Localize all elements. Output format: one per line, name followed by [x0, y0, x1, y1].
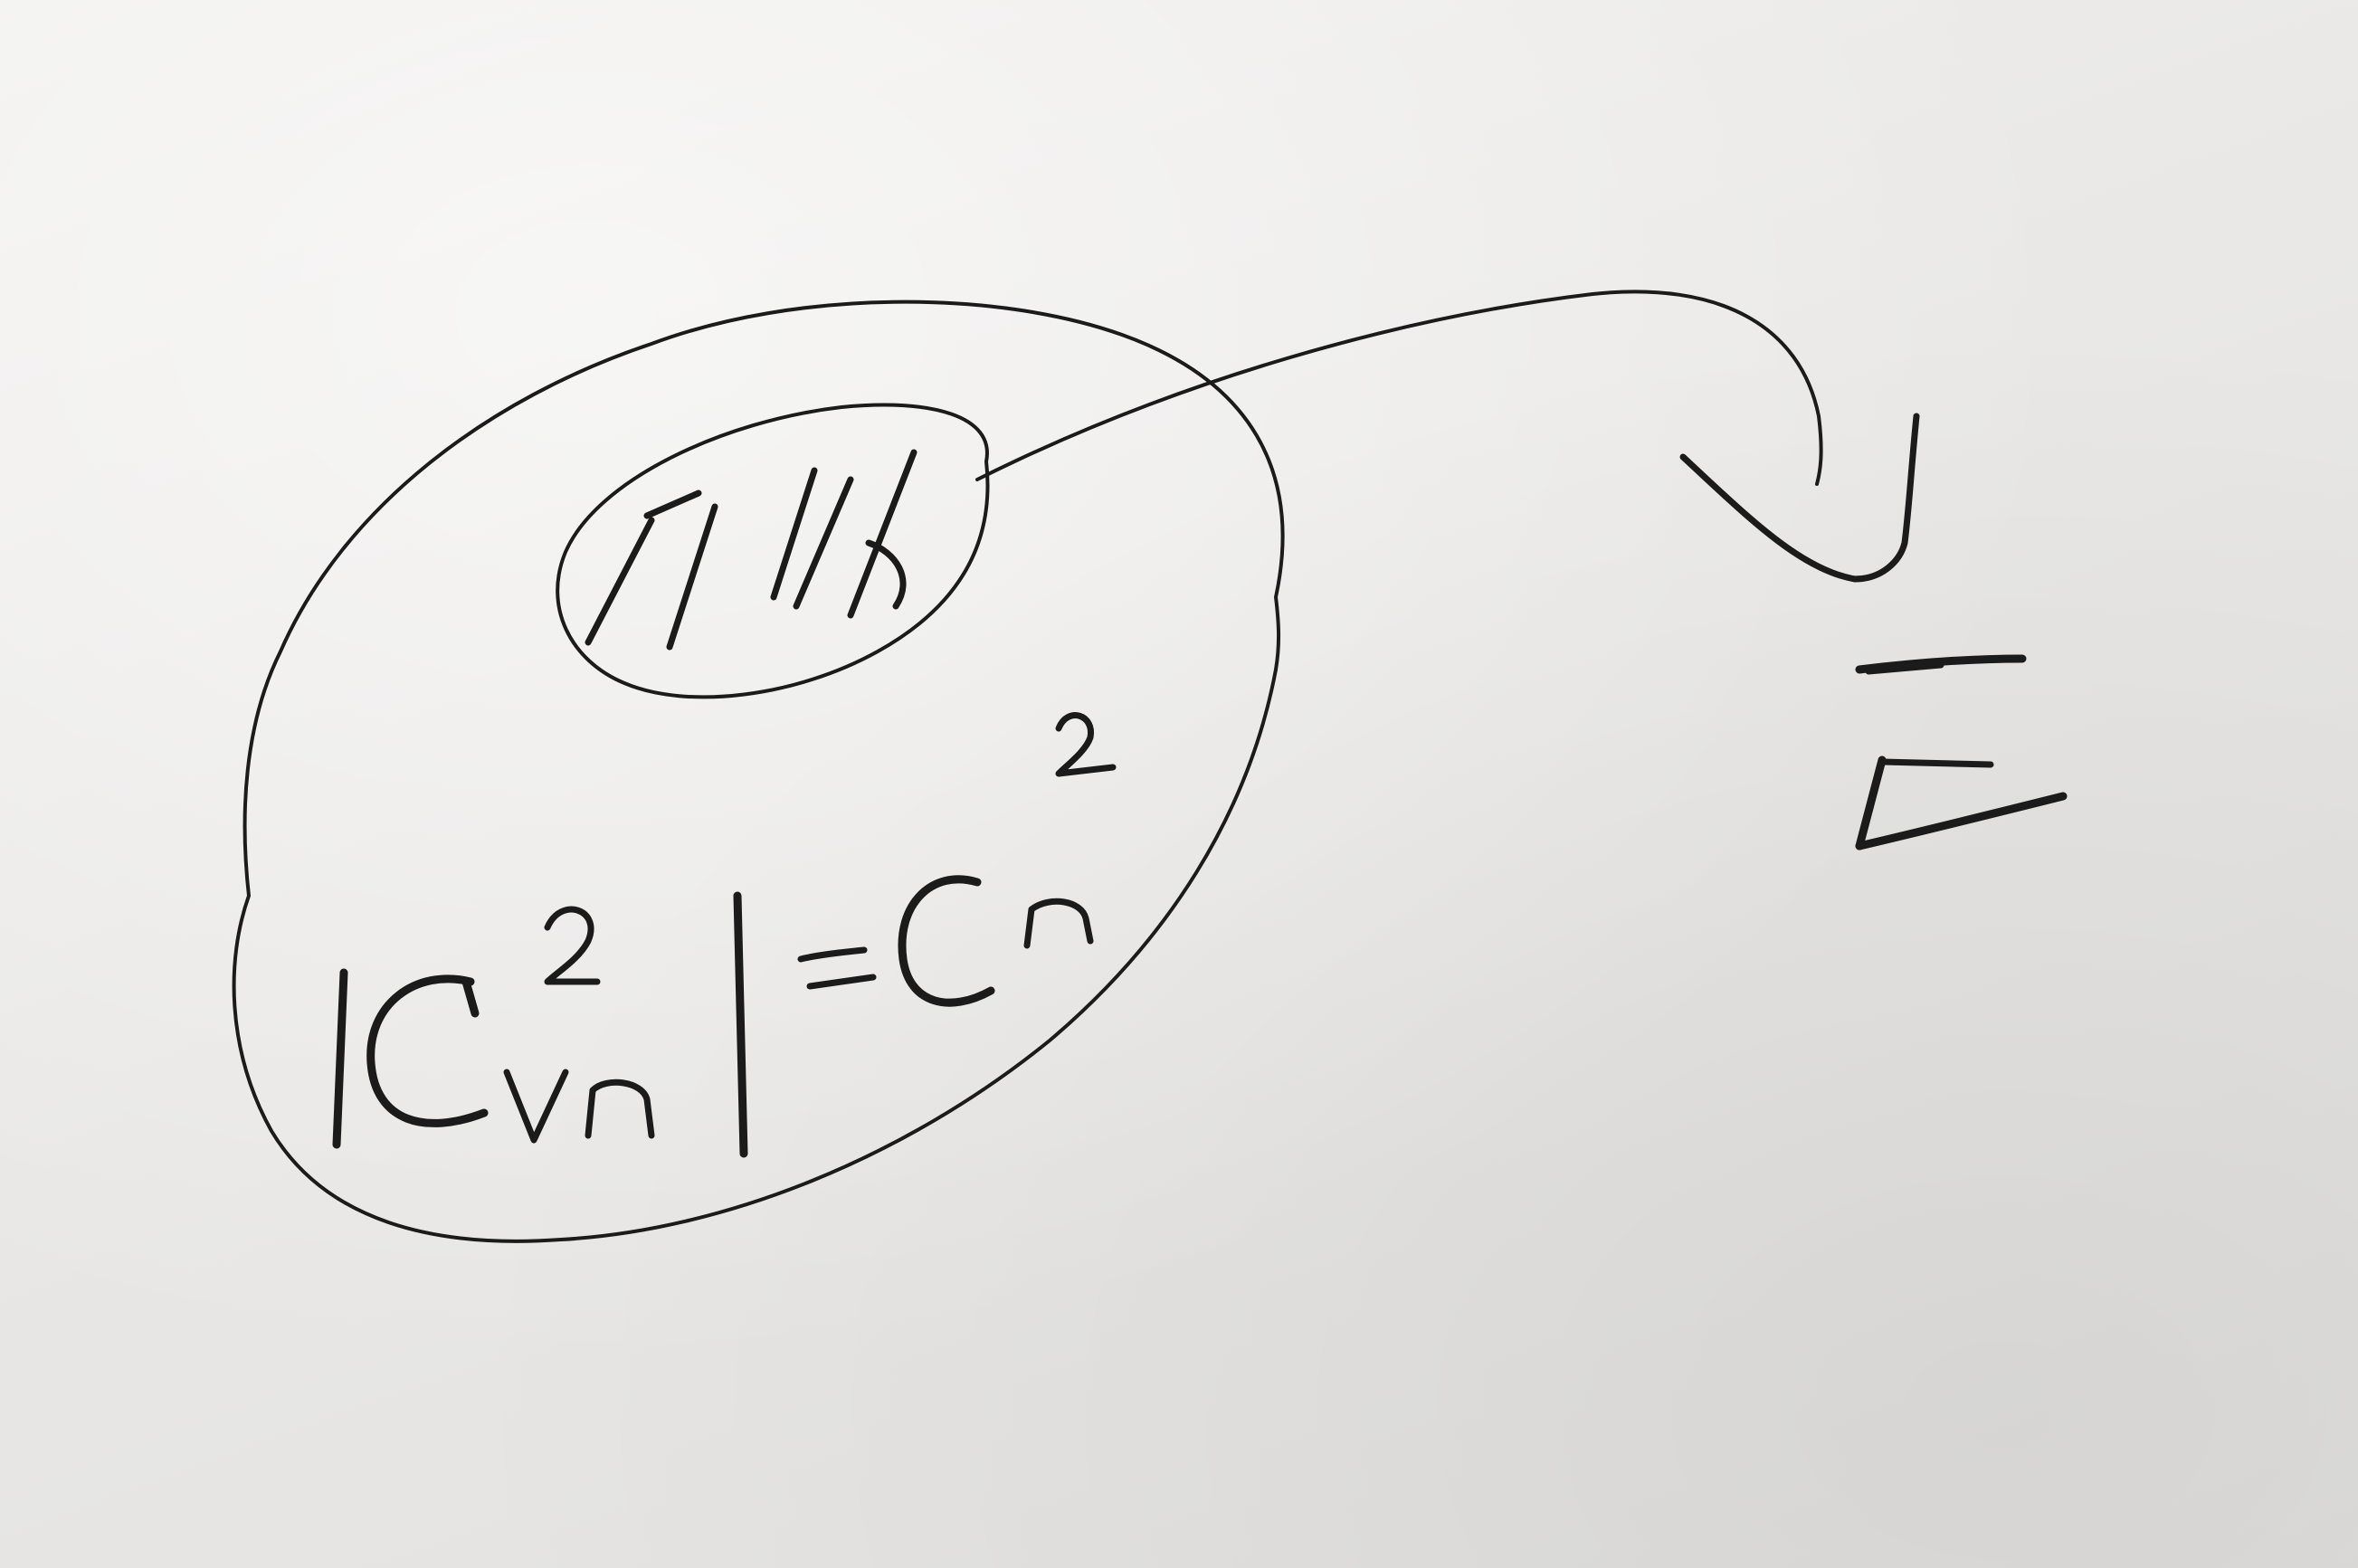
- formula-base: [344, 1089, 384, 1131]
- formula-subscript: [506, 1116, 544, 1147]
- formula-superscript: [547, 948, 565, 980]
- target-label: [1864, 792, 1904, 855]
- formula-rhs-superscript: [1059, 745, 1076, 776]
- formula-rhs-subscript: [1027, 917, 1044, 948]
- formula-equals: [801, 954, 832, 995]
- inner-hatched-ellipse-icon: [557, 405, 987, 698]
- formula-close-bar: [737, 1089, 749, 1131]
- formula: [337, 716, 1113, 1154]
- outer-ellipse-icon: [234, 302, 1283, 1241]
- formula-rhs-base: [896, 963, 924, 1004]
